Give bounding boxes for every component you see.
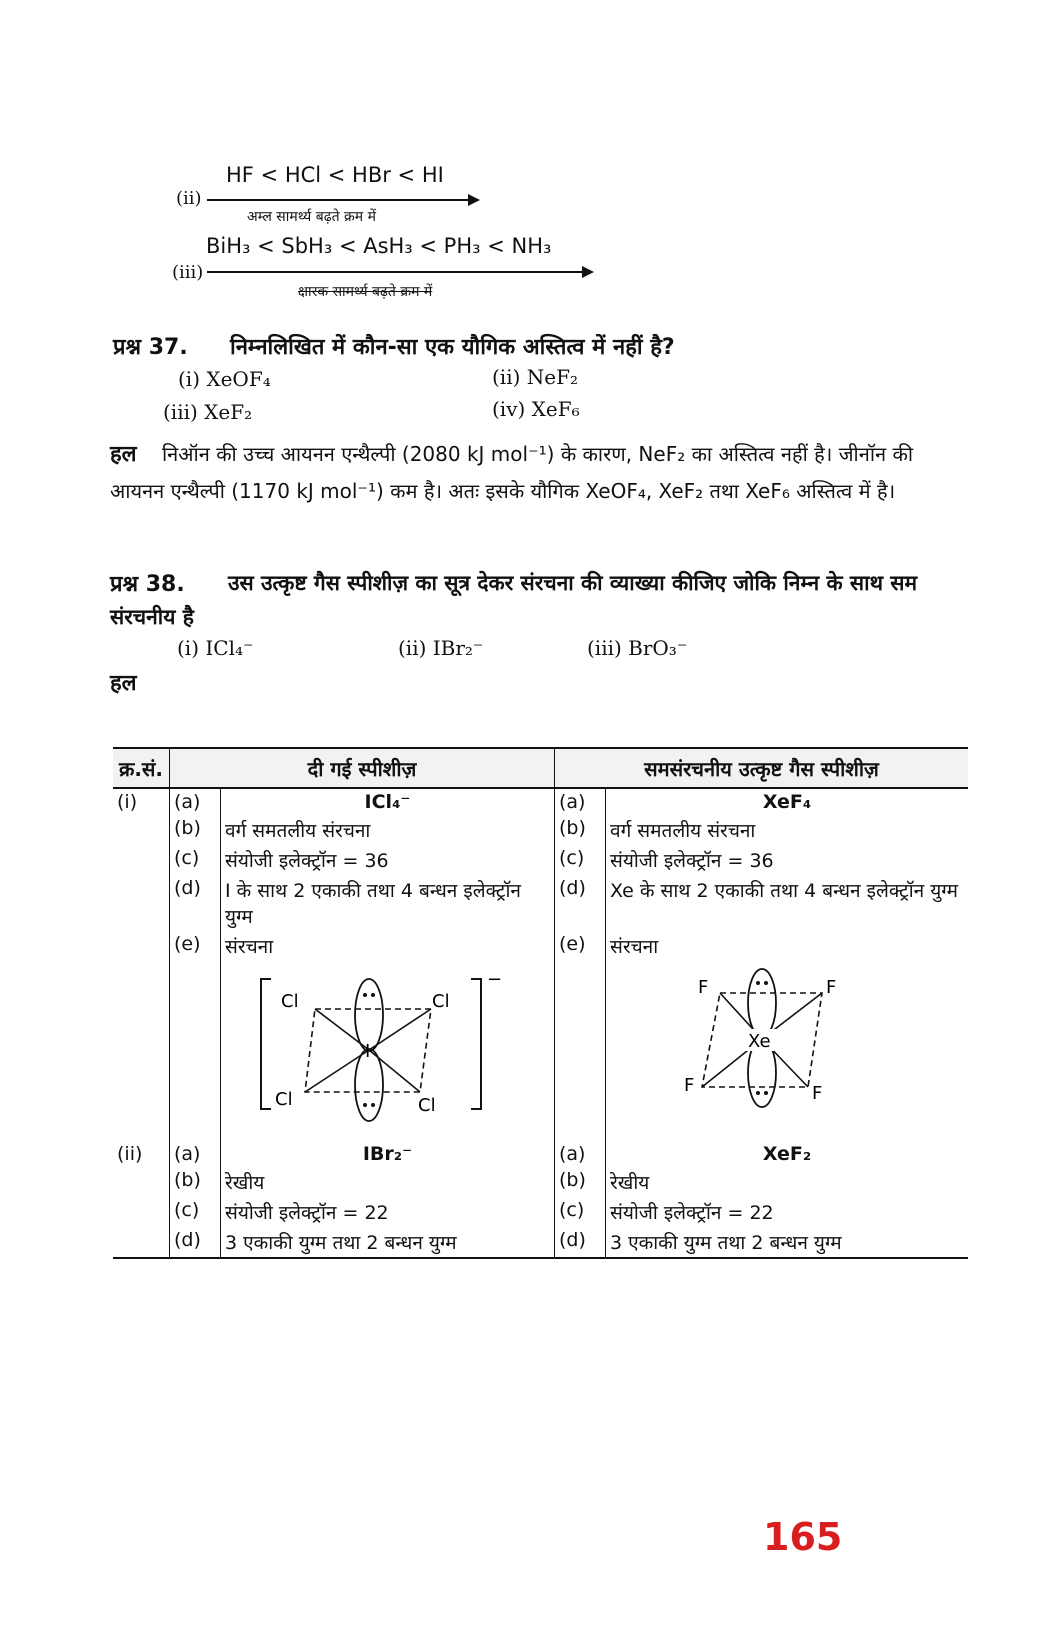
- comparison-table: [113, 747, 968, 1259]
- ligand-label: F: [812, 1083, 823, 1104]
- row-letter: (a): [555, 1141, 606, 1167]
- iso-cell: रेखीय: [606, 1167, 969, 1197]
- table-row: [113, 931, 968, 1141]
- ligand-label: Cl: [275, 1089, 293, 1110]
- table-row: [113, 1167, 968, 1197]
- seq-ii-arrow-line: [207, 199, 471, 201]
- row-number: [113, 931, 170, 1141]
- xef4-structure-diagram: [610, 959, 910, 1134]
- row-letter: (d): [555, 1227, 606, 1258]
- lone-pair-lobe-top: [748, 969, 776, 1037]
- iso-species-formula: XeF₂: [606, 1141, 969, 1167]
- seq-iii-label: (iii): [172, 262, 204, 283]
- ligand-label: Cl: [432, 991, 450, 1012]
- ligand-label: Cl: [281, 991, 299, 1012]
- iso-species-formula: XeF₄: [606, 788, 969, 815]
- row-letter: (a): [555, 788, 606, 815]
- iso-cell: संयोजी इलेक्ट्रॉन = 36: [606, 845, 969, 875]
- given-cell: [221, 931, 555, 1141]
- ligand-label: Cl: [418, 1095, 436, 1116]
- charge-label: −: [487, 969, 503, 990]
- given-cell: संयोजी इलेक्ट्रॉन = 36: [221, 845, 555, 875]
- row-letter: (c): [170, 1197, 221, 1227]
- row-number: (i): [117, 791, 138, 813]
- q38-option-3: (iii) BrO₃⁻: [587, 636, 688, 660]
- given-cell: वर्ग समतलीय संरचना: [221, 815, 555, 845]
- row-letter: (d): [170, 875, 221, 931]
- q37-text: निम्नलिखित में कौन-सा एक यौगिक अस्तित्व में नहीं है?: [230, 335, 675, 360]
- q37-option-2: (ii) NeF₂: [492, 365, 578, 389]
- row-letter: (e): [555, 931, 606, 1141]
- table-row: [113, 1227, 968, 1258]
- iso-structure-label: संरचना: [610, 936, 659, 958]
- iso-cell: संयोजी इलेक्ट्रॉन = 22: [606, 1197, 969, 1227]
- q37-solution-text: निऑन की उच्च आयनन एन्थैल्पी (2080 kJ mol⁻¹) के कारण, NeF₂ का अस्तित्व नहीं है। जीनॉन की आयनन एन्थैल्पी (1170 kJ mol⁻¹) कम है। अतः इसके यौगिक XeOF₄, XeF₂ तथा XeF₆ अस्तित्व में है।: [110, 442, 913, 503]
- seq-iii-expression: BiH₃ < SbH₃ < AsH₃ < PH₃ < NH₃: [206, 234, 552, 258]
- row-number: [113, 815, 170, 845]
- icl4-structure-diagram: [225, 959, 525, 1134]
- seq-iii-caption: क्षारक सामर्थ्य बढ़ते क्रम में: [298, 284, 433, 300]
- row-number: (ii): [117, 1143, 143, 1165]
- table-row: [113, 1197, 968, 1227]
- row-number: [113, 1167, 170, 1197]
- row-letter: (d): [170, 1227, 221, 1258]
- table-row: [113, 845, 968, 875]
- iso-cell: [606, 931, 969, 1141]
- q37-option-1: (i) XeOF₄: [178, 367, 271, 391]
- seq-ii-label: (ii): [176, 188, 202, 209]
- header-given-species: दी गई स्पीशीज़: [170, 748, 555, 788]
- q37-option-3: (iii) XeF₂: [163, 400, 253, 424]
- given-cell: संयोजी इलेक्ट्रॉन = 22: [221, 1197, 555, 1227]
- table-row: [113, 788, 968, 815]
- table-row: [113, 1141, 968, 1167]
- header-serial: क्र.सं.: [113, 748, 170, 788]
- row-letter: (c): [555, 1197, 606, 1227]
- given-cell: 3 एकाकी युग्म तथा 2 बन्धन युग्म: [221, 1227, 555, 1258]
- q38-option-2: (ii) IBr₂⁻: [398, 636, 484, 660]
- given-cell: रेखीय: [221, 1167, 555, 1197]
- given-structure-label: संरचना: [225, 936, 274, 958]
- q38-solution-label: हल: [110, 671, 137, 696]
- iso-cell: Xe के साथ 2 एकाकी तथा 4 बन्धन इलेक्ट्रॉन युग्म: [606, 875, 969, 931]
- row-letter: (b): [170, 1167, 221, 1197]
- q38-text: उस उत्कृष्ट गैस स्पीशीज़ का सूत्र देकर संरचना की व्याख्या कीजिए जोकि निम्न के साथ सम संरचनीय है: [110, 571, 918, 629]
- row-number: [113, 845, 170, 875]
- given-species-formula: ICl₄⁻: [221, 788, 555, 815]
- q37-solution-label: हल: [110, 442, 137, 467]
- left-bracket-icon: [261, 979, 271, 1109]
- header-isostructural-species: समसंरचनीय उत्कृष्ट गैस स्पीशीज़: [555, 748, 969, 788]
- table-header-row: [113, 748, 968, 788]
- given-species-formula: IBr₂⁻: [221, 1141, 555, 1167]
- arrow-head-icon: [468, 194, 480, 206]
- ligand-label: F: [826, 977, 837, 998]
- row-letter: (d): [555, 875, 606, 931]
- table-row: [113, 815, 968, 845]
- row-letter: (b): [555, 815, 606, 845]
- page-number: 165: [763, 1515, 843, 1559]
- q38-option-1: (i) ICl₄⁻: [177, 636, 254, 660]
- central-atom-label: I: [365, 1041, 371, 1062]
- row-letter: (b): [555, 1167, 606, 1197]
- row-letter: (b): [170, 815, 221, 845]
- q38-heading: प्रश्न 38.: [110, 572, 185, 597]
- right-bracket-icon: [471, 979, 481, 1109]
- table-row: [113, 875, 968, 931]
- iso-cell: 3 एकाकी युग्म तथा 2 बन्धन युग्म: [606, 1227, 969, 1258]
- ligand-label: F: [698, 977, 709, 998]
- ligand-label: F: [684, 1075, 695, 1096]
- row-number: [113, 875, 170, 931]
- seq-ii-caption: अम्ल सामर्थ्य बढ़ते क्रम में: [247, 209, 376, 225]
- row-number: [113, 1197, 170, 1227]
- row-letter: (c): [555, 845, 606, 875]
- seq-ii-expression: HF < HCl < HBr < HI: [226, 163, 444, 187]
- row-letter: (e): [170, 931, 221, 1141]
- row-number: [113, 1227, 170, 1258]
- central-atom-label: Xe: [748, 1031, 771, 1052]
- q37-heading: प्रश्न 37.: [113, 335, 188, 360]
- seq-iii-arrow-line: [207, 271, 585, 273]
- iso-cell: वर्ग समतलीय संरचना: [606, 815, 969, 845]
- row-letter: (c): [170, 845, 221, 875]
- arrow-head-icon: [582, 266, 594, 278]
- row-letter: (a): [170, 788, 221, 815]
- row-letter: (a): [170, 1141, 221, 1167]
- given-cell: I के साथ 2 एकाकी तथा 4 बन्धन इलेक्ट्रॉन युग्म: [221, 875, 555, 931]
- q37-option-4: (iv) XeF₆: [492, 397, 580, 421]
